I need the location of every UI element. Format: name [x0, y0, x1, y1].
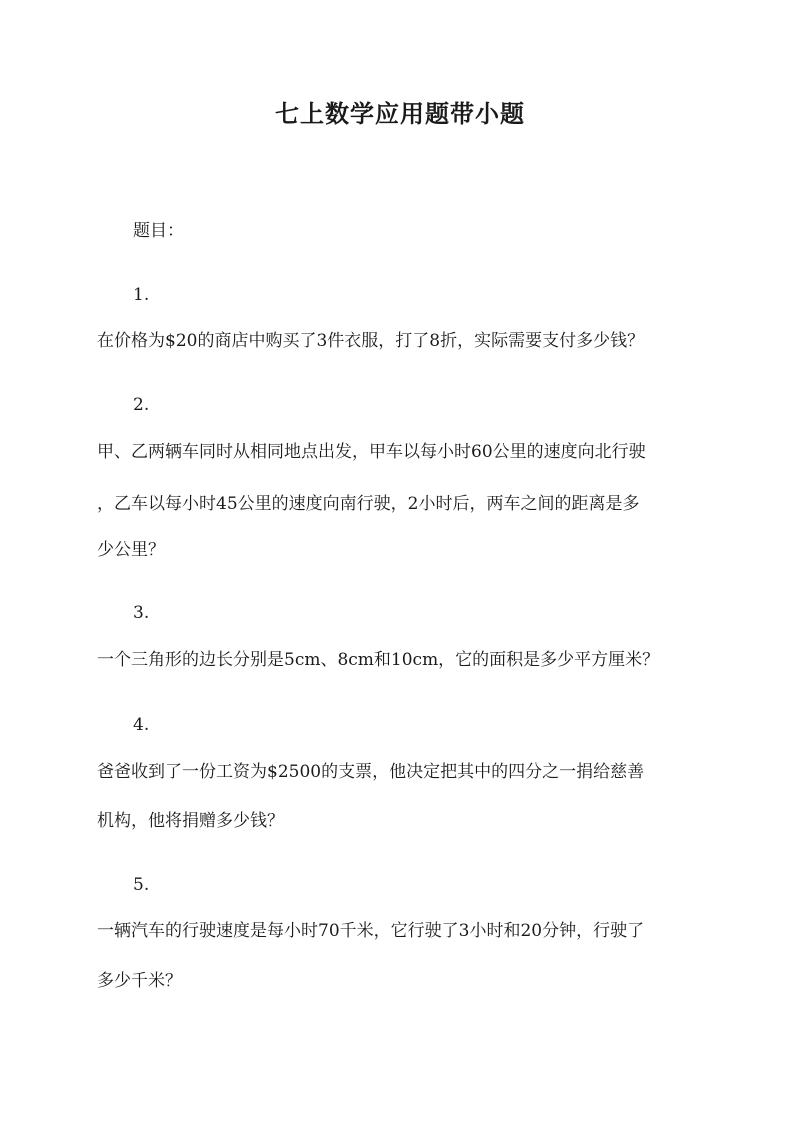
question-5-number: 5. — [133, 875, 150, 895]
question-1-number: 1. — [133, 285, 150, 305]
question-5-line-2: 多少千米？ — [97, 971, 182, 991]
question-4-number: 4. — [133, 715, 150, 735]
question-4-line-2: 机构，他将捐赠多少钱？ — [97, 811, 284, 831]
question-3-number: 3. — [133, 603, 150, 623]
question-2-line-3: 少公里？ — [97, 540, 165, 560]
question-2-line-2: ，乙车以每小时45公里的速度向南行驶，2小时后，两车之间的距离是多 — [97, 494, 640, 514]
document-title: 七上数学应用题带小题 — [275, 99, 525, 128]
question-4-line-1: 爸爸收到了一份工资为$2500的支票，他决定把其中的四分之一捐给慈善 — [97, 762, 645, 782]
question-2-number: 2. — [133, 395, 150, 415]
question-2-line-1: 甲、乙两辆车同时从相同地点出发，甲车以每小时60公里的速度向北行驶 — [97, 442, 646, 462]
question-1-line-1: 在价格为$20的商店中购买了3件衣服，打了8折，实际需要支付多少钱？ — [97, 331, 645, 351]
question-5-line-1: 一辆汽车的行驶速度是每小时70千米，它行驶了3小时和20分钟，行驶了 — [97, 921, 645, 941]
question-3-line-1: 一个三角形的边长分别是5cm、8cm和10cm，它的面积是多少平方厘米？ — [97, 650, 660, 670]
section-label: 题目： — [133, 221, 184, 241]
